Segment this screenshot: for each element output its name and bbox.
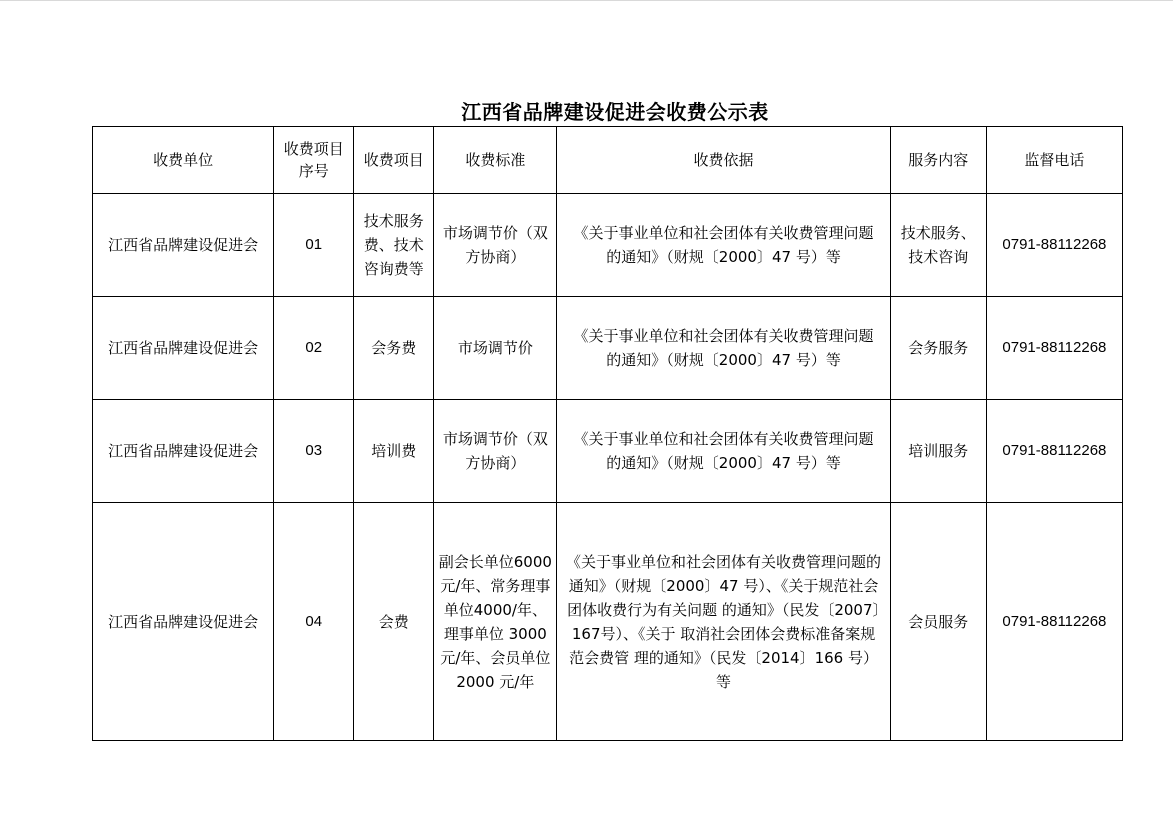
header-item-no: 收费项目序号 — [274, 127, 354, 194]
cell-unit: 江西省品牌建设促进会 — [93, 194, 274, 297]
table-row — [93, 297, 1123, 400]
cell-item-no: 02 — [274, 297, 354, 400]
cell-item: 技术服务费、技术咨询费等 — [354, 194, 434, 297]
cell-basis: 《关于事业单位和社会团体有关收费管理问题的通知》（财规〔2000〕47 号）等 — [557, 400, 890, 503]
cell-standard: 市场调节价 — [434, 297, 557, 400]
table-row — [93, 194, 1123, 297]
cell-service: 技术服务、技术咨询 — [890, 194, 986, 297]
cell-standard: 市场调节价（双方协商） — [434, 400, 557, 503]
header-service: 服务内容 — [890, 127, 986, 194]
cell-basis: 《关于事业单位和社会团体有关收费管理问题的通知》（财规〔2000〕47 号）等 — [557, 297, 890, 400]
cell-item: 会费 — [354, 503, 434, 741]
header-unit: 收费单位 — [93, 127, 274, 194]
header-standard: 收费标准 — [434, 127, 557, 194]
header-basis: 收费依据 — [557, 127, 890, 194]
cell-item-no: 03 — [274, 400, 354, 503]
cell-service: 培训服务 — [890, 400, 986, 503]
cell-unit: 江西省品牌建设促进会 — [93, 297, 274, 400]
cell-item: 培训费 — [354, 400, 434, 503]
cell-phone: 0791-88112268 — [986, 297, 1122, 400]
cell-item: 会务费 — [354, 297, 434, 400]
cell-service: 会务服务 — [890, 297, 986, 400]
cell-basis: 《关于事业单位和社会团体有关收费管理问题的通知》（财规〔2000〕47 号）、《关于规范社会团体收费行为有关问题 的通知》（民发〔2007〕167号）、《关于 取消社会团体会费标准备案规范会费管 理的通知》（民发〔2014〕166 号）等 — [557, 503, 890, 741]
table-header-row — [93, 127, 1123, 194]
cell-unit: 江西省品牌建设促进会 — [93, 503, 274, 741]
table-row — [93, 503, 1123, 741]
cell-standard: 市场调节价（双方协商） — [434, 194, 557, 297]
cell-phone: 0791-88112268 — [986, 503, 1122, 741]
table-row — [93, 400, 1123, 503]
page-top-rule — [0, 0, 1173, 1]
cell-unit: 江西省品牌建设促进会 — [93, 400, 274, 503]
cell-basis: 《关于事业单位和社会团体有关收费管理问题的通知》（财规〔2000〕47 号）等 — [557, 194, 890, 297]
cell-item-no: 04 — [274, 503, 354, 741]
cell-phone: 0791-88112268 — [986, 400, 1122, 503]
cell-phone: 0791-88112268 — [986, 194, 1122, 297]
header-phone: 监督电话 — [986, 127, 1122, 194]
header-item: 收费项目 — [354, 127, 434, 194]
fee-disclosure-table — [92, 126, 1123, 741]
cell-service: 会员服务 — [890, 503, 986, 741]
cell-standard: 副会长单位6000元/年、常务理事单位4000/年、理事单位 3000 元/年、会员单位2000 元/年 — [434, 503, 557, 741]
cell-item-no: 01 — [274, 194, 354, 297]
document-title: 江西省品牌建设促进会收费公示表 — [461, 100, 769, 124]
